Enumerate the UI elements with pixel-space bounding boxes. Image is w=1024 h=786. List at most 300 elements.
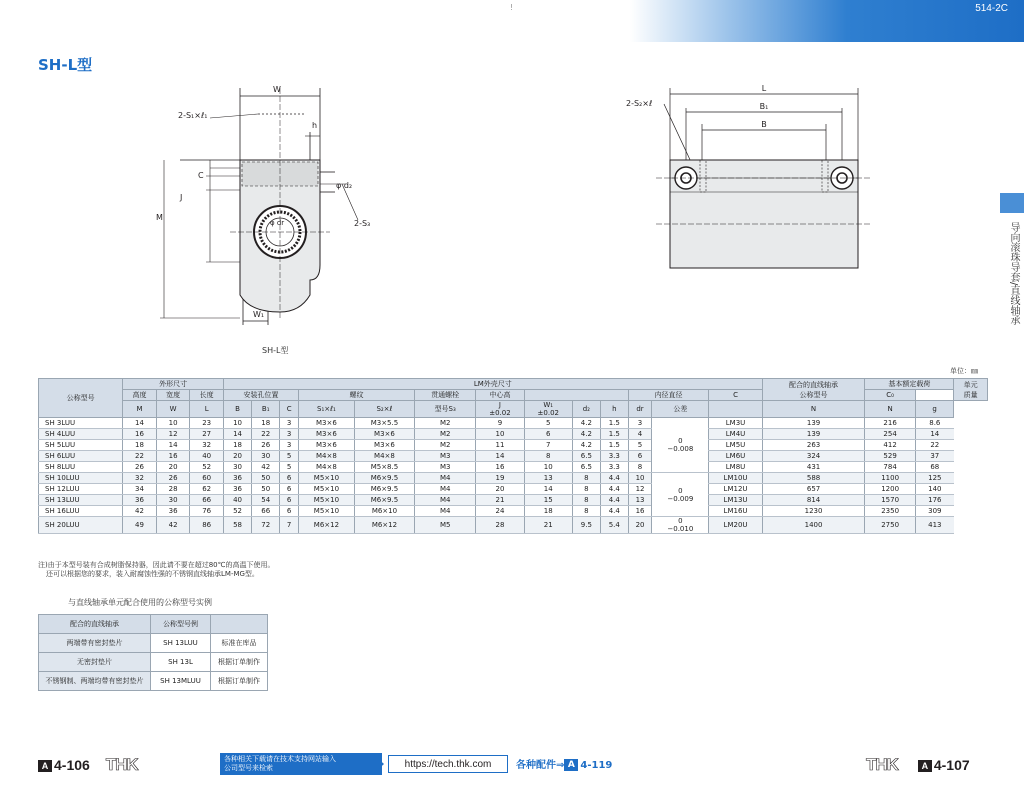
cell-value: M3 [415, 462, 476, 473]
cell-value: M5×8.5 [354, 462, 414, 473]
cell-value: M4 [415, 473, 476, 484]
cell-value: 10 [524, 462, 572, 473]
cell-value: 140 [915, 484, 953, 495]
cell-value: 176 [915, 495, 953, 506]
spec-row [39, 418, 988, 429]
cell-value: 6.5 [572, 462, 600, 473]
cell-value: 28 [156, 484, 190, 495]
example-table [38, 614, 268, 691]
cell-value: 9 [476, 418, 524, 429]
cell-value: 15 [524, 495, 572, 506]
example-cell: SH 13L [151, 653, 211, 672]
spec-table [38, 378, 988, 534]
cell-value: M5×10 [299, 484, 355, 495]
cell-value: 5 [524, 418, 572, 429]
cell-value: 14 [123, 418, 157, 429]
dim-C: C [198, 171, 204, 180]
th-W1: W₁ ±0.02 [524, 401, 572, 418]
cell-value: M5×10 [299, 506, 355, 517]
cell-value: 40 [190, 451, 224, 462]
cell-value: M4×8 [299, 451, 355, 462]
cell-value: 4.2 [572, 418, 600, 429]
cell-value: 12 [156, 429, 190, 440]
cell-value: 309 [915, 506, 953, 517]
support-url-link[interactable]: https://tech.thk.com [388, 755, 508, 773]
example-row [39, 672, 268, 691]
cell-value: 37 [915, 451, 953, 462]
cell-value: 8 [572, 506, 600, 517]
cell-value: 6 [280, 484, 299, 495]
cell-value: 14 [476, 451, 524, 462]
cell-bearing-model: LM10U [709, 473, 762, 484]
cell-value: 8 [572, 484, 600, 495]
th-bearing: 配合的直线轴承 公称型号 [762, 379, 865, 401]
th-thread: 螺纹 [299, 390, 415, 401]
th-bolt-model: 型号S₃ [415, 401, 476, 418]
footer-right [866, 755, 970, 775]
cell-value: M2 [415, 429, 476, 440]
cell-value: 66 [252, 506, 280, 517]
cell-value: M2 [415, 418, 476, 429]
cell-value: 3 [280, 440, 299, 451]
th-C: C [280, 401, 299, 418]
cell-value: 4.4 [600, 506, 628, 517]
page-code: 514-2C [975, 3, 1008, 14]
cell-value: M5×10 [299, 473, 355, 484]
xref-box: A [564, 759, 578, 771]
cell-value: 8 [572, 495, 600, 506]
cell-bearing-model: LM6U [709, 451, 762, 462]
banner-line-1: 各种相关下载请在技术支持网站输入 [224, 755, 336, 763]
cell-value: 3 [280, 429, 299, 440]
cell-value: M2 [415, 440, 476, 451]
cell-value: 16 [628, 506, 652, 517]
side-tab-label: 导向滚珠导套/直线轴承 [1008, 222, 1019, 326]
cell-value: 4.4 [600, 473, 628, 484]
front-view-drawing [150, 80, 380, 332]
cell-value: 30 [252, 451, 280, 462]
cell-value: M6×9.5 [354, 495, 414, 506]
cell-value: 7 [280, 517, 299, 534]
th-lm: LM外壳尺寸 [223, 379, 762, 390]
note-line-2: 还可以根据您的要求，装入耐腐蚀性强的不锈钢直线轴承LM-MG型。 [46, 570, 259, 578]
unit-label: 单位：㎜ [950, 367, 978, 375]
cell-value: 14 [156, 440, 190, 451]
cell-value: 431 [762, 462, 865, 473]
cell-value: 86 [190, 517, 224, 534]
cell-value: M4 [415, 495, 476, 506]
th-width: 宽度 [156, 390, 190, 401]
cell-model: SH 4LUU [39, 429, 123, 440]
cell-value: 30 [223, 462, 251, 473]
cell-value: 36 [156, 506, 190, 517]
cell-value: 22 [252, 429, 280, 440]
cell-value: 11 [476, 440, 524, 451]
cell-value: 1200 [865, 484, 915, 495]
cell-value: 16 [476, 462, 524, 473]
cell-bearing-model: LM3U [709, 418, 762, 429]
cell-value: M6×12 [354, 517, 414, 534]
cell-value: 13 [628, 495, 652, 506]
cell-model: SH 5LUU [39, 440, 123, 451]
cell-value: M3×6 [299, 429, 355, 440]
cell-value: 68 [915, 462, 953, 473]
cell-value: 8 [628, 462, 652, 473]
cell-value: 1.5 [600, 440, 628, 451]
cell-value: 50 [252, 484, 280, 495]
cell-value: 1.5 [600, 429, 628, 440]
cell-value: M6×9.5 [354, 484, 414, 495]
th-M: M [123, 401, 157, 418]
dim-S3: 2-S₃ [354, 219, 371, 228]
accessories-xref-link[interactable]: 各种配件⇒ A 4-119 [516, 760, 613, 771]
cell-value: 3.3 [600, 462, 628, 473]
cell-value: M6×12 [299, 517, 355, 534]
cell-value: 139 [762, 429, 865, 440]
thk-logo-right: THK [866, 755, 898, 774]
cell-value: 42 [252, 462, 280, 473]
example-cell: 根据订单制作 [211, 653, 268, 672]
cell-value: 254 [865, 429, 915, 440]
th-g: g [915, 401, 953, 418]
cell-model: SH 20LUU [39, 517, 123, 534]
cell-value: M5×10 [299, 495, 355, 506]
cell-value: 20 [628, 517, 652, 534]
cell-value: M4 [415, 484, 476, 495]
cell-value: 58 [223, 517, 251, 534]
dim-B: B [761, 120, 767, 129]
th-bolt: 贯通螺栓 [415, 390, 476, 401]
page-number-right: 4-107 [933, 757, 970, 773]
cell-model: SH 16LUU [39, 506, 123, 517]
cell-bearing-model: LM4U [709, 429, 762, 440]
spec-row [39, 484, 988, 495]
cell-value: 6 [628, 451, 652, 462]
cell-tolerance: 0 −0.009 [652, 473, 709, 517]
page-box-right: A [918, 760, 932, 772]
cell-value: 9.5 [572, 517, 600, 534]
cell-value: 3 [628, 418, 652, 429]
cell-value: 18 [524, 506, 572, 517]
dim-W1: W₁ [253, 310, 265, 319]
thk-logo-left: THK [105, 755, 138, 774]
cell-value: 3 [280, 418, 299, 429]
cell-value: 125 [915, 473, 953, 484]
cell-value: M3 [415, 451, 476, 462]
cell-value: 52 [223, 506, 251, 517]
cell-value: 66 [190, 495, 224, 506]
spec-row [39, 473, 988, 484]
th-J: J ±0.02 [476, 401, 524, 418]
th-length: 长度 [190, 390, 224, 401]
th-mount: 安装孔位置 [223, 390, 298, 401]
example-cell: 根据订单制作 [211, 672, 268, 691]
cell-value: 20 [223, 451, 251, 462]
cell-value: 1570 [865, 495, 915, 506]
top-gradient-bar [630, 0, 1024, 42]
cell-value: M3×5.5 [354, 418, 414, 429]
cell-model: SH 10LUU [39, 473, 123, 484]
th-B1: B₁ [252, 401, 280, 418]
cell-value: 12 [628, 484, 652, 495]
th-Cd: C [709, 390, 762, 401]
cell-value: 21 [476, 495, 524, 506]
cell-value: 13 [524, 473, 572, 484]
cell-value: 20 [156, 462, 190, 473]
cell-value: 5 [280, 451, 299, 462]
cell-value: 32 [190, 440, 224, 451]
cell-value: 139 [762, 418, 865, 429]
cell-value: 49 [123, 517, 157, 534]
cell-tolerance: 0 −0.010 [652, 517, 709, 534]
cell-value: 22 [915, 440, 953, 451]
cell-value: 5.4 [600, 517, 628, 534]
cell-value: 8.6 [915, 418, 953, 429]
cell-value: 16 [156, 451, 190, 462]
dim-M: M [156, 213, 163, 222]
cell-value: 76 [190, 506, 224, 517]
th-tol: 公差 [652, 401, 709, 418]
th-S2: S₂×ℓ [354, 401, 414, 418]
cell-value: 412 [865, 440, 915, 451]
cell-value: 10 [628, 473, 652, 484]
cell-value: 24 [476, 506, 524, 517]
th-load: 基本额定载荷 [865, 379, 954, 390]
page-number-left: 4-106 [54, 757, 90, 773]
cell-value: 18 [123, 440, 157, 451]
tick-mark: ! [510, 3, 514, 12]
cell-value: 2350 [865, 506, 915, 517]
cell-value: 324 [762, 451, 865, 462]
cell-value: 10 [223, 418, 251, 429]
cell-value: 14 [915, 429, 953, 440]
xref-page: 4-119 [580, 760, 613, 771]
cell-value: 14 [524, 484, 572, 495]
example-cell: 无密封垫片 [39, 653, 151, 672]
cell-value: 23 [190, 418, 224, 429]
cell-value: 6.5 [572, 451, 600, 462]
cell-value: 10 [476, 429, 524, 440]
th-h: h [600, 401, 628, 418]
cell-value: 3.3 [600, 451, 628, 462]
side-view-drawing [620, 82, 870, 274]
cell-value: 72 [252, 517, 280, 534]
cell-value: 40 [223, 495, 251, 506]
cell-value: 42 [156, 517, 190, 534]
cell-value: M4 [415, 506, 476, 517]
cell-value: 20 [476, 484, 524, 495]
download-banner [220, 753, 382, 775]
cell-model: SH 12LUU [39, 484, 123, 495]
cell-value: 16 [123, 429, 157, 440]
ex-th-bearing: 配合的直线轴承 [39, 615, 151, 634]
dim-B1: B₁ [759, 102, 769, 111]
cell-value: 34 [123, 484, 157, 495]
page-box-left: A [38, 760, 52, 772]
dim-dr: φ dr [270, 219, 285, 227]
th-bearing-blank [709, 401, 762, 418]
spec-row [39, 495, 988, 506]
cell-model: SH 13LUU [39, 495, 123, 506]
th-center: 中心高 [476, 390, 524, 401]
example-cell: 不锈钢制、两端均带有密封垫片 [39, 672, 151, 691]
spec-row [39, 451, 988, 462]
cell-value: 28 [476, 517, 524, 534]
cell-value: 5 [280, 462, 299, 473]
cell-value: M6×10 [354, 506, 414, 517]
cell-value: 26 [123, 462, 157, 473]
cell-bearing-model: LM20U [709, 517, 762, 534]
th-blank [524, 390, 628, 401]
th-L: L [190, 401, 224, 418]
th-height: 高度 [123, 390, 157, 401]
example-cell: SH 13MLUU [151, 672, 211, 691]
cell-value: 54 [252, 495, 280, 506]
cell-value: 216 [865, 418, 915, 429]
cell-model: SH 3LUU [39, 418, 123, 429]
cell-value: 5 [628, 440, 652, 451]
dim-L: L [761, 84, 767, 93]
th-W: W [156, 401, 190, 418]
cell-value: 6 [280, 506, 299, 517]
cell-tolerance: 0 −0.008 [652, 418, 709, 473]
cell-value: 60 [190, 473, 224, 484]
cell-value: 1100 [865, 473, 915, 484]
cell-value: M3×6 [354, 429, 414, 440]
example-row [39, 653, 268, 672]
cell-bearing-model: LM5U [709, 440, 762, 451]
footer-left [38, 755, 138, 775]
dim-d2: φ d₂ [336, 181, 353, 190]
cell-value: 4.4 [600, 484, 628, 495]
cell-value: 62 [190, 484, 224, 495]
cell-value: 4 [628, 429, 652, 440]
cell-value: 18 [252, 418, 280, 429]
cell-value: 657 [762, 484, 865, 495]
th-N1: N [762, 401, 865, 418]
cell-value: 42 [123, 506, 157, 517]
cell-value: 814 [762, 495, 865, 506]
dim-h: h [312, 121, 318, 130]
dim-W: W [273, 85, 281, 94]
spec-row [39, 462, 988, 473]
cell-value: 27 [190, 429, 224, 440]
cell-value: 7 [524, 440, 572, 451]
cell-value: 18 [223, 440, 251, 451]
cell-value: 32 [123, 473, 157, 484]
cell-value: M5 [415, 517, 476, 534]
example-cell: SH 13LUU [151, 634, 211, 653]
ex-th-model: 公称型号例 [151, 615, 211, 634]
cell-value: 50 [252, 473, 280, 484]
cell-value: 30 [156, 495, 190, 506]
cell-value: 14 [223, 429, 251, 440]
spec-row [39, 517, 988, 534]
cell-value: 588 [762, 473, 865, 484]
cell-value: 21 [524, 517, 572, 534]
example-table-body [39, 634, 268, 691]
cell-value: 4.2 [572, 440, 600, 451]
example-cell: 两端带有密封垫片 [39, 634, 151, 653]
cell-value: M6×9.5 [354, 473, 414, 484]
cell-model: SH 8LUU [39, 462, 123, 473]
cell-value: M4×8 [354, 451, 414, 462]
cell-value: 4.4 [600, 495, 628, 506]
cell-value: 36 [223, 473, 251, 484]
notes [38, 561, 275, 579]
cell-value: 26 [252, 440, 280, 451]
cell-value: M4×8 [299, 462, 355, 473]
cell-value: M3×6 [354, 440, 414, 451]
cell-bearing-model: LM12U [709, 484, 762, 495]
cell-value: 52 [190, 462, 224, 473]
cell-value: 36 [223, 484, 251, 495]
cell-bearing-model: LM8U [709, 462, 762, 473]
cell-value: 10 [156, 418, 190, 429]
banner-arrow-icon [372, 753, 384, 775]
th-inner: 内径直径 [628, 390, 709, 401]
th-mass: 单元 质量 [954, 379, 988, 401]
th-N2: N [865, 401, 915, 418]
cell-value: M3×6 [299, 440, 355, 451]
cell-value: M3×6 [299, 418, 355, 429]
th-S1: S₁×ℓ₁ [299, 401, 355, 418]
cell-value: 263 [762, 440, 865, 451]
example-row [39, 634, 268, 653]
cell-value: 529 [865, 451, 915, 462]
ex-th-blank [211, 615, 268, 634]
cell-value: 784 [865, 462, 915, 473]
th-d2: d₂ [572, 401, 600, 418]
spec-row [39, 440, 988, 451]
spec-table-body [39, 418, 988, 534]
cell-value: 6 [524, 429, 572, 440]
cell-value: 1.5 [600, 418, 628, 429]
example-cell: 标准在库品 [211, 634, 268, 653]
banner-line-2: 公司型号来检索 [224, 764, 273, 772]
cell-value: 36 [123, 495, 157, 506]
dim-J: J [180, 193, 183, 202]
note-line-1: 注)由于本型号装有合成树脂保持器，因此请不要在超过80℃的高温下使用。 [38, 561, 275, 569]
cell-value: 26 [156, 473, 190, 484]
cell-value: 22 [123, 451, 157, 462]
cell-value: 413 [915, 517, 953, 534]
dim-S2: 2-S₂×ℓ [626, 99, 653, 108]
example-title: 与直线轴承单元配合使用的公称型号实例 [68, 598, 212, 607]
dim-S1: 2-S₁×ℓ₁ [178, 111, 208, 120]
cell-value: 2750 [865, 517, 915, 534]
th-outer: 外形尺寸 [123, 379, 224, 390]
cell-value: 4.2 [572, 429, 600, 440]
th-C0: C₀ [865, 390, 915, 401]
cell-value: 1400 [762, 517, 865, 534]
th-model: 公称型号 [39, 379, 123, 418]
cell-value: 19 [476, 473, 524, 484]
cell-value: 8 [524, 451, 572, 462]
side-tab-marker [1000, 193, 1024, 213]
spec-row [39, 506, 988, 517]
spec-row [39, 429, 988, 440]
cell-value: 8 [572, 473, 600, 484]
cell-value: 6 [280, 495, 299, 506]
th-dr: dr [628, 401, 652, 418]
th-B: B [223, 401, 251, 418]
cell-bearing-model: LM16U [709, 506, 762, 517]
cell-bearing-model: LM13U [709, 495, 762, 506]
cell-value: 6 [280, 473, 299, 484]
cell-value: 1230 [762, 506, 865, 517]
drawing-caption: SH-L型 [262, 346, 289, 355]
